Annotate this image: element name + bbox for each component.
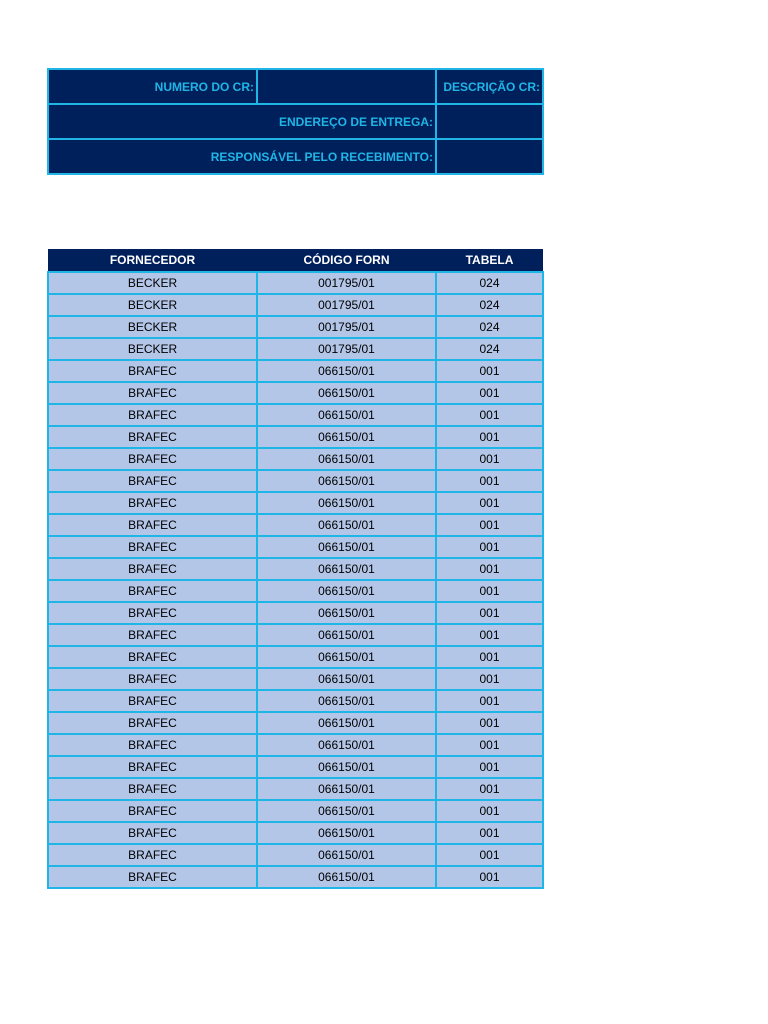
fornecedor-cell[interactable]: BRAFEC [48, 646, 257, 668]
table-row [48, 558, 543, 580]
table-row [48, 536, 543, 558]
tabela-cell[interactable]: 001 [436, 514, 543, 536]
fornecedor-cell[interactable]: BRAFEC [48, 624, 257, 646]
codigo-forn-cell[interactable]: 066150/01 [257, 404, 436, 426]
codigo-forn-cell[interactable]: 066150/01 [257, 844, 436, 866]
codigo-forn-cell[interactable]: 066150/01 [257, 756, 436, 778]
codigo-forn-cell[interactable]: 066150/01 [257, 690, 436, 712]
responsavel-field[interactable] [436, 139, 543, 174]
fornecedor-cell[interactable]: BRAFEC [48, 668, 257, 690]
codigo-forn-cell[interactable]: 066150/01 [257, 646, 436, 668]
fornecedor-cell[interactable]: BRAFEC [48, 514, 257, 536]
codigo-forn-cell[interactable]: 066150/01 [257, 866, 436, 888]
tabela-cell[interactable]: 001 [436, 470, 543, 492]
table-row [48, 404, 543, 426]
codigo-forn-cell[interactable]: 001795/01 [257, 338, 436, 360]
codigo-forn-cell[interactable]: 066150/01 [257, 470, 436, 492]
fornecedor-cell[interactable]: BECKER [48, 294, 257, 316]
tabela-cell[interactable]: 001 [436, 404, 543, 426]
tabela-cell[interactable]: 001 [436, 822, 543, 844]
fornecedor-cell[interactable]: BRAFEC [48, 866, 257, 888]
table-row [48, 690, 543, 712]
endereco-field[interactable] [436, 104, 543, 139]
descricao-label: DESCRIÇÃO CR: [436, 69, 543, 104]
codigo-forn-cell[interactable]: 066150/01 [257, 712, 436, 734]
table-row [48, 602, 543, 624]
table-row [48, 822, 543, 844]
tabela-cell[interactable]: 001 [436, 668, 543, 690]
codigo-forn-cell[interactable]: 066150/01 [257, 668, 436, 690]
tabela-cell[interactable]: 001 [436, 712, 543, 734]
fornecedor-cell[interactable]: BRAFEC [48, 800, 257, 822]
order-header-form [47, 68, 544, 175]
codigo-forn-cell[interactable]: 066150/01 [257, 492, 436, 514]
codigo-forn-cell[interactable]: 001795/01 [257, 272, 436, 294]
fornecedor-cell[interactable]: BRAFEC [48, 360, 257, 382]
tabela-cell[interactable]: 001 [436, 580, 543, 602]
fornecedor-cell[interactable]: BRAFEC [48, 734, 257, 756]
table-row [48, 734, 543, 756]
table-row [48, 624, 543, 646]
fornecedor-cell[interactable]: BRAFEC [48, 778, 257, 800]
column-header-fornecedor: FORNECEDOR [48, 249, 257, 272]
table-row [48, 800, 543, 822]
codigo-forn-cell[interactable]: 066150/01 [257, 382, 436, 404]
table-row [48, 294, 543, 316]
table-row [48, 360, 543, 382]
codigo-forn-cell[interactable]: 066150/01 [257, 536, 436, 558]
table-row [48, 514, 543, 536]
codigo-forn-cell[interactable]: 066150/01 [257, 580, 436, 602]
fornecedor-cell[interactable]: BECKER [48, 316, 257, 338]
fornecedor-cell[interactable]: BRAFEC [48, 470, 257, 492]
tabela-cell[interactable]: 001 [436, 448, 543, 470]
tabela-cell[interactable]: 024 [436, 294, 543, 316]
table-row [48, 272, 543, 294]
table-row [48, 712, 543, 734]
tabela-cell[interactable]: 001 [436, 426, 543, 448]
responsavel-label: RESPONSÁVEL PELO RECEBIMENTO: [48, 139, 436, 174]
fornecedor-cell[interactable]: BRAFEC [48, 382, 257, 404]
table-header-row [48, 249, 543, 272]
fornecedor-cell[interactable]: BRAFEC [48, 712, 257, 734]
tabela-cell[interactable]: 001 [436, 646, 543, 668]
codigo-forn-cell[interactable]: 066150/01 [257, 624, 436, 646]
endereco-row [48, 104, 543, 139]
numero-field[interactable] [257, 69, 436, 104]
tabela-cell[interactable]: 001 [436, 558, 543, 580]
tabela-cell[interactable]: 001 [436, 536, 543, 558]
table-row [48, 426, 543, 448]
fornecedor-cell[interactable]: BRAFEC [48, 822, 257, 844]
tabela-cell[interactable]: 001 [436, 866, 543, 888]
fornecedor-cell[interactable]: BRAFEC [48, 404, 257, 426]
tabela-cell[interactable]: 001 [436, 492, 543, 514]
column-header-codigo-forn: CÓDIGO FORN [257, 249, 436, 272]
tabela-cell[interactable]: 024 [436, 338, 543, 360]
table-row [48, 492, 543, 514]
tabela-cell[interactable]: 024 [436, 316, 543, 338]
fornecedor-cell[interactable]: BRAFEC [48, 602, 257, 624]
tabela-cell[interactable]: 001 [436, 734, 543, 756]
table-row [48, 316, 543, 338]
table-row [48, 448, 543, 470]
fornecedor-cell[interactable]: BRAFEC [48, 448, 257, 470]
table-row [48, 668, 543, 690]
tabela-cell[interactable]: 024 [436, 272, 543, 294]
fornecedor-cell[interactable]: BRAFEC [48, 558, 257, 580]
tabela-cell[interactable]: 001 [436, 360, 543, 382]
tabela-cell[interactable]: 001 [436, 624, 543, 646]
fornecedor-cell[interactable]: BRAFEC [48, 844, 257, 866]
endereco-label: ENDEREÇO DE ENTREGA: [48, 104, 436, 139]
codigo-forn-cell[interactable]: 066150/01 [257, 602, 436, 624]
numero-row [48, 69, 543, 104]
column-header-tabela: TABELA [436, 249, 543, 272]
table-row [48, 778, 543, 800]
codigo-forn-cell[interactable]: 001795/01 [257, 316, 436, 338]
table-row [48, 844, 543, 866]
codigo-forn-cell[interactable]: 066150/01 [257, 778, 436, 800]
codigo-forn-cell[interactable]: 066150/01 [257, 822, 436, 844]
tabela-cell[interactable]: 001 [436, 844, 543, 866]
codigo-forn-cell[interactable]: 066150/01 [257, 800, 436, 822]
tabela-cell[interactable]: 001 [436, 690, 543, 712]
codigo-forn-cell[interactable]: 066150/01 [257, 558, 436, 580]
table-row [48, 382, 543, 404]
table-row [48, 470, 543, 492]
table-row [48, 866, 543, 888]
responsavel-row [48, 139, 543, 174]
codigo-forn-cell[interactable]: 066150/01 [257, 360, 436, 382]
fornecedor-cell[interactable]: BRAFEC [48, 426, 257, 448]
fornecedor-cell[interactable]: BRAFEC [48, 756, 257, 778]
tabela-cell[interactable]: 001 [436, 382, 543, 404]
fornecedor-cell[interactable]: BRAFEC [48, 536, 257, 558]
codigo-forn-cell[interactable]: 066150/01 [257, 734, 436, 756]
tabela-cell[interactable]: 001 [436, 778, 543, 800]
table-body [48, 272, 543, 888]
table-row [48, 756, 543, 778]
tabela-cell[interactable]: 001 [436, 800, 543, 822]
table-row [48, 646, 543, 668]
tabela-cell[interactable]: 001 [436, 602, 543, 624]
codigo-forn-cell[interactable]: 001795/01 [257, 294, 436, 316]
fornecedor-cell[interactable]: BRAFEC [48, 690, 257, 712]
supplier-table [47, 249, 544, 889]
fornecedor-cell[interactable]: BECKER [48, 338, 257, 360]
codigo-forn-cell[interactable]: 066150/01 [257, 448, 436, 470]
table-row [48, 580, 543, 602]
codigo-forn-cell[interactable]: 066150/01 [257, 426, 436, 448]
fornecedor-cell[interactable]: BRAFEC [48, 580, 257, 602]
numero-label: NUMERO DO CR: [48, 69, 257, 104]
fornecedor-cell[interactable]: BRAFEC [48, 492, 257, 514]
tabela-cell[interactable]: 001 [436, 756, 543, 778]
codigo-forn-cell[interactable]: 066150/01 [257, 514, 436, 536]
fornecedor-cell[interactable]: BECKER [48, 272, 257, 294]
table-row [48, 338, 543, 360]
